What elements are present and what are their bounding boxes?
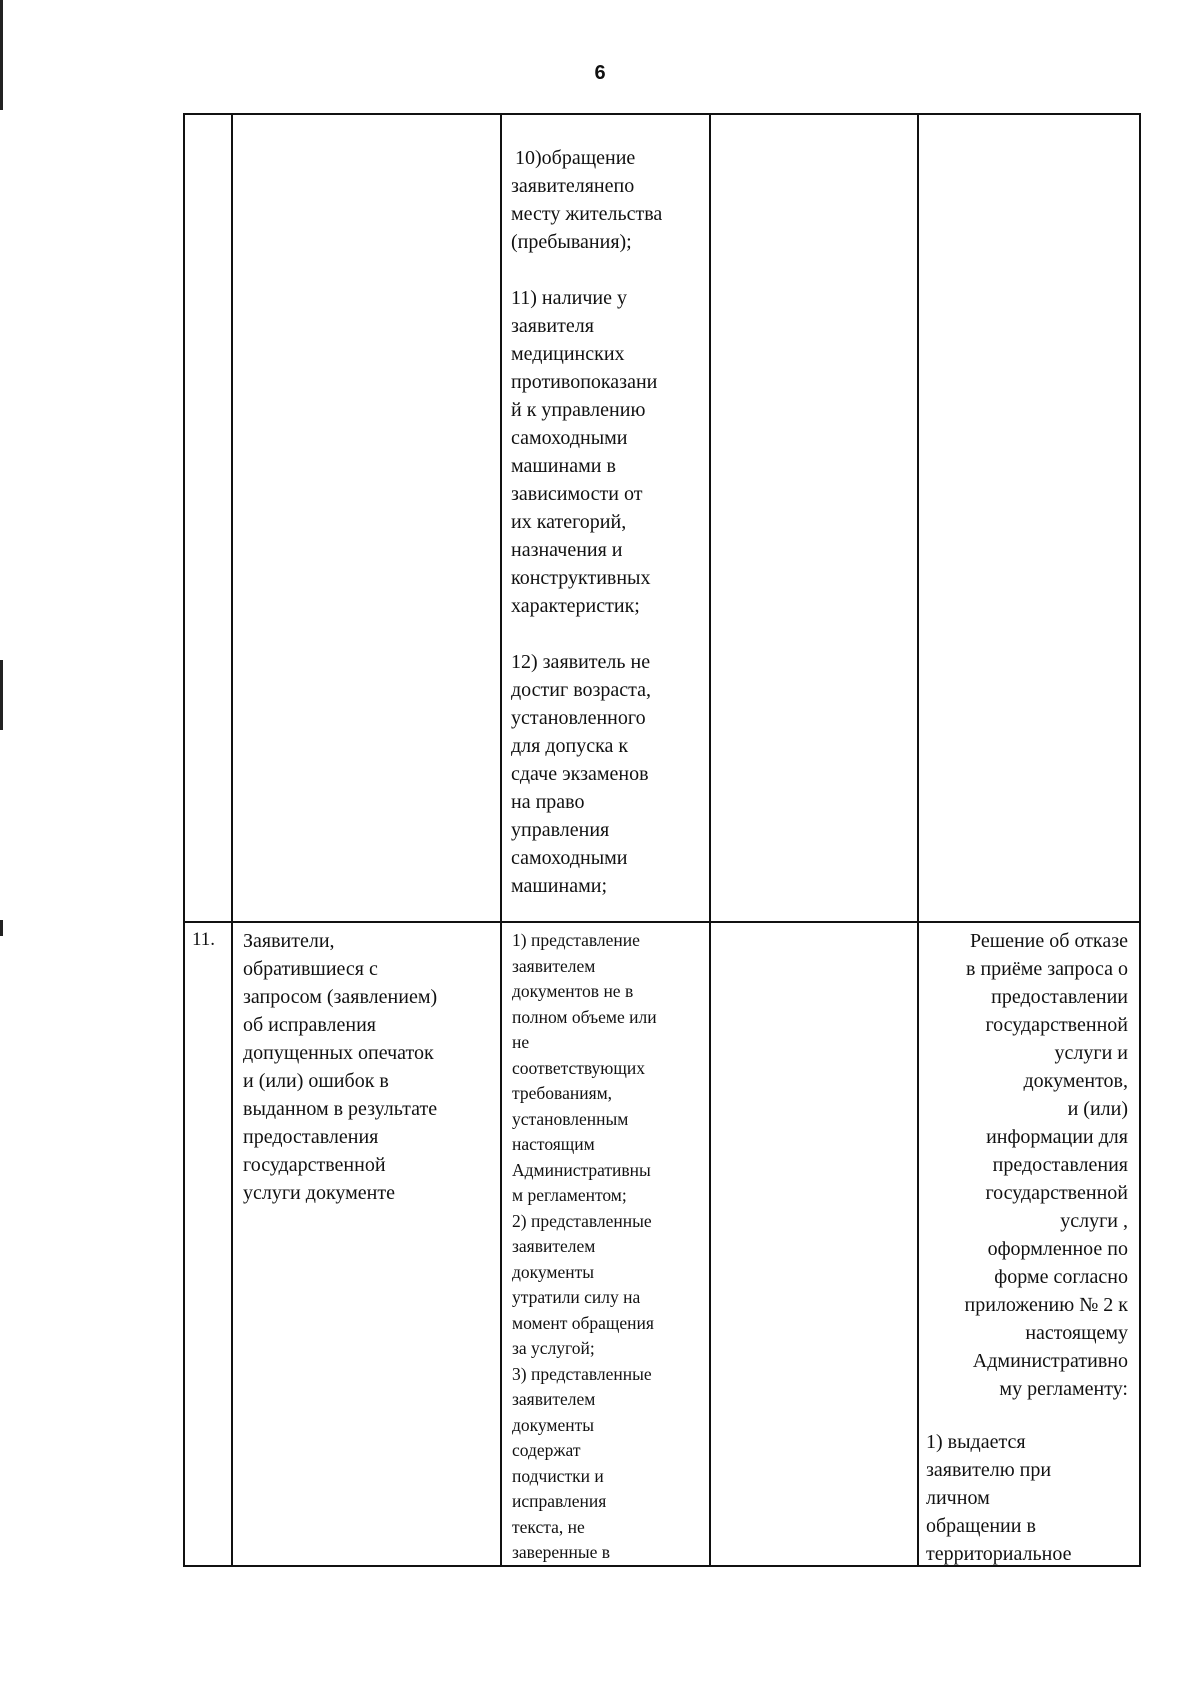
- applicants-line: услуги документе: [243, 1182, 395, 1204]
- column-divider-4: [917, 113, 919, 1567]
- scan-edge-mark: [0, 920, 3, 936]
- applicants-line: запросом (заявлением): [243, 986, 438, 1008]
- grounds-line: текста, не: [512, 1516, 585, 1537]
- reason-line: й к управлению: [511, 399, 646, 421]
- reason-line: для допуска к: [511, 735, 629, 757]
- reason-line: управления: [511, 819, 610, 841]
- scan-edge-mark: [0, 0, 3, 110]
- grounds-line: установленным: [512, 1108, 629, 1129]
- delivery-cell: [926, 1428, 1071, 1568]
- reason-line: установленного: [511, 707, 646, 729]
- decision-line: Решение об отказе: [969, 930, 1128, 952]
- grounds-line: 1) представление: [512, 930, 640, 950]
- grounds-line: момент обращения: [512, 1312, 654, 1333]
- grounds-line: заявителем: [512, 1236, 596, 1256]
- reason-line: сдаче экзаменов: [511, 763, 649, 785]
- reason-line: заявителянепо: [511, 175, 635, 197]
- decision-line: оформленное по: [987, 1238, 1128, 1260]
- decision-line: Административно: [972, 1350, 1128, 1372]
- column-divider-3: [709, 113, 711, 1567]
- applicants-line: допущенных опечаток: [243, 1042, 434, 1064]
- decision-line: и (или): [1067, 1098, 1128, 1120]
- page-number: 6: [594, 62, 606, 84]
- applicants-line: государственной: [243, 1154, 386, 1176]
- decision-line: форме согласно: [994, 1266, 1128, 1288]
- continued-reasons-cell: [511, 144, 699, 900]
- reason-line: 10)обращение: [515, 147, 636, 169]
- grounds-line: заявителем: [512, 1389, 596, 1409]
- table-border-right: [1139, 113, 1141, 1567]
- reason-line: назначения и: [511, 539, 623, 561]
- row-number: 11.: [192, 929, 216, 950]
- table-border-top: [183, 113, 1141, 115]
- decision-line: государственной: [985, 1182, 1128, 1204]
- reason-line: машинами в: [511, 455, 616, 477]
- refusal-grounds-cell: [512, 928, 657, 1566]
- grounds-line: 2) представленные: [512, 1210, 652, 1231]
- applicants-cell: [243, 927, 491, 1207]
- grounds-line: соответствующих: [512, 1057, 645, 1078]
- decision-line: предоставления: [992, 1154, 1128, 1176]
- delivery-line: заявителю при: [926, 1459, 1052, 1481]
- reason-line: (пребывания);: [511, 231, 632, 253]
- decision-line: государственной: [985, 1014, 1128, 1036]
- decision-line: услуги ,: [1060, 1210, 1128, 1232]
- reason-line: на право: [511, 791, 585, 813]
- decision-line: в приёме запроса о: [966, 958, 1128, 980]
- applicants-line: Заявители,: [243, 930, 335, 952]
- grounds-line: исправления: [512, 1491, 607, 1511]
- decision-line: настоящему: [1025, 1322, 1128, 1344]
- reason-line: противопоказани: [511, 371, 658, 393]
- delivery-line: личном: [926, 1487, 990, 1509]
- grounds-line: полном объеме или: [512, 1006, 657, 1027]
- requirements-table: [183, 113, 1141, 1567]
- decision-line: документов,: [1023, 1070, 1128, 1092]
- applicants-line: и (или) ошибок в: [243, 1070, 389, 1092]
- grounds-line: 3) представленные: [512, 1363, 652, 1384]
- grounds-line: документы: [512, 1414, 595, 1435]
- column-divider-2: [500, 113, 502, 1567]
- grounds-line: документы: [512, 1261, 595, 1282]
- decision-line: приложению № 2 к: [964, 1294, 1128, 1316]
- reason-line: 11) наличие у: [511, 287, 627, 309]
- reason-line: машинами;: [511, 875, 607, 897]
- scan-edge-mark: [0, 660, 3, 730]
- grounds-line: не: [512, 1032, 530, 1052]
- grounds-line: подчистки и: [512, 1465, 604, 1486]
- applicants-line: обратившиеся с: [243, 958, 378, 980]
- column-divider-1: [231, 113, 233, 1567]
- applicants-line: выданном в результате: [243, 1098, 438, 1120]
- applicants-line: предоставления: [243, 1126, 379, 1148]
- reason-line: зависимости от: [511, 483, 643, 505]
- grounds-line: Административны: [512, 1159, 651, 1180]
- decision-cell: [928, 927, 1128, 1403]
- reason-line: характеристик;: [511, 595, 640, 617]
- grounds-line: утратили силу на: [512, 1287, 641, 1307]
- delivery-line: 1) выдается: [926, 1431, 1026, 1453]
- reason-line: конструктивных: [511, 567, 651, 589]
- reason-line: медицинских: [511, 343, 625, 365]
- reason-line: месту жительства: [511, 203, 663, 225]
- decision-line: предоставлении: [991, 986, 1128, 1008]
- row-divider: [183, 921, 1141, 923]
- reason-line: 12) заявитель не: [511, 651, 651, 673]
- grounds-line: настоящим: [512, 1134, 595, 1154]
- decision-line: му регламенту:: [999, 1378, 1128, 1400]
- reason-line: достиг возраста,: [511, 679, 652, 701]
- delivery-line: обращении в: [926, 1515, 1036, 1537]
- delivery-line: территориальное: [926, 1543, 1072, 1565]
- grounds-line: содержат: [512, 1440, 581, 1460]
- decision-line: услуги и: [1054, 1042, 1128, 1064]
- grounds-line: за услугой;: [512, 1338, 595, 1358]
- grounds-line: документов не в: [512, 981, 634, 1001]
- reason-line: заявителя: [511, 315, 594, 337]
- decision-line: информации для: [986, 1126, 1128, 1148]
- grounds-line: заверенные в: [512, 1542, 611, 1562]
- grounds-line: требованиям,: [512, 1083, 613, 1103]
- reason-line: самоходными: [511, 427, 628, 449]
- reason-line: самоходными: [511, 847, 628, 869]
- table-border-left: [183, 113, 185, 1567]
- applicants-line: об исправления: [243, 1014, 376, 1036]
- reason-line: их категорий,: [511, 511, 627, 533]
- grounds-line: заявителем: [512, 955, 596, 976]
- grounds-line: м регламентом;: [512, 1185, 627, 1205]
